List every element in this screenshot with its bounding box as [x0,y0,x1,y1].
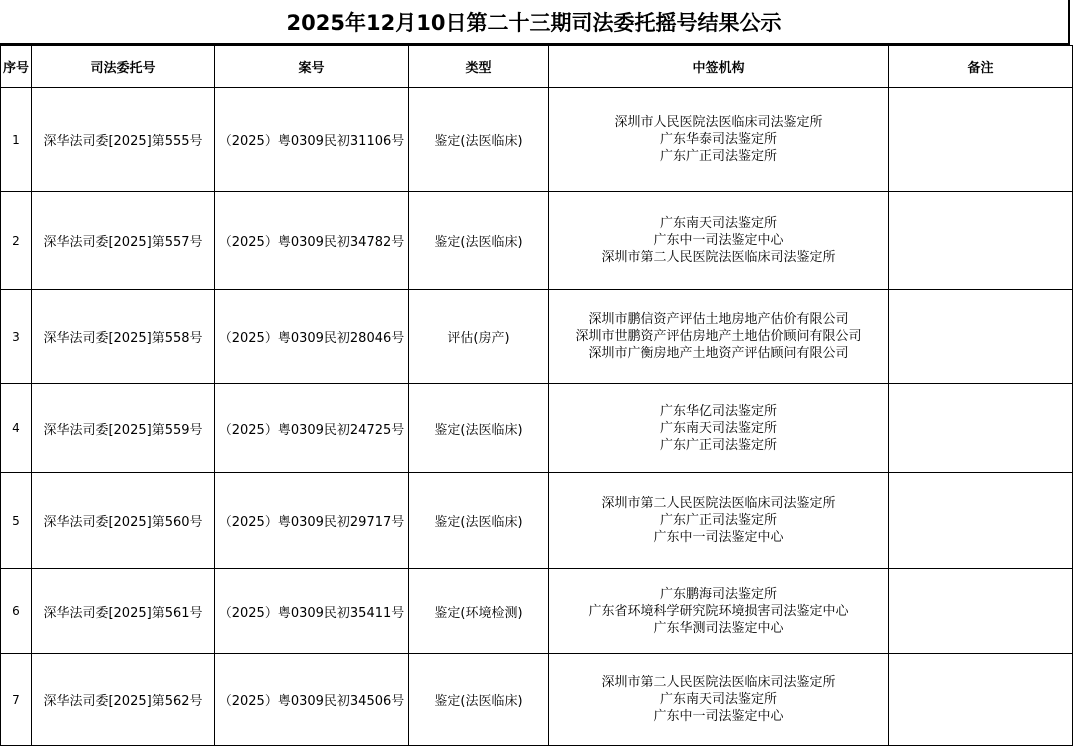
institution-name: 广东南天司法鉴定所 [659,692,777,707]
cell-case-no[interactable]: （2025）粤0309民初24725号 [215,384,409,473]
institution-name: 广东华泰司法鉴定所 [659,132,777,147]
cell-remark[interactable] [889,290,1073,384]
cell-type[interactable]: 鉴定(法医临床) [409,88,549,192]
cell-seq[interactable]: 6 [1,569,32,654]
cell-case-no[interactable]: （2025）粤0309民初31106号 [215,88,409,192]
cell-remark[interactable] [889,473,1073,569]
cell-entrust-no[interactable]: 深华法司委[2025]第555号 [32,88,215,192]
table-row [1,473,1073,569]
result-table [0,45,1073,746]
cell-case-no[interactable]: （2025）粤0309民初29717号 [215,473,409,569]
cell-institution[interactable] [549,384,889,473]
header-row [1,46,1073,88]
institution-name: 深圳市鹏信资产评估土地房地产估价有限公司 [588,312,849,327]
cell-remark[interactable] [889,192,1073,290]
cell-seq[interactable]: 4 [1,384,32,473]
cell-case-no[interactable]: （2025）粤0309民初35411号 [215,569,409,654]
header-case-no[interactable]: 案号 [215,46,409,88]
institution-name: 深圳市世鹏资产评估房地产土地估价顾问有限公司 [575,329,862,344]
table-row [1,290,1073,384]
cell-seq[interactable]: 1 [1,88,32,192]
cell-entrust-no[interactable]: 深华法司委[2025]第557号 [32,192,215,290]
cell-case-no[interactable]: （2025）粤0309民初28046号 [215,290,409,384]
cell-type[interactable]: 鉴定(环境检测) [409,569,549,654]
header-entrust-no[interactable]: 司法委托号 [32,46,215,88]
cell-institution[interactable] [549,290,889,384]
cell-seq[interactable]: 5 [1,473,32,569]
cell-remark[interactable] [889,654,1073,746]
institution-name: 深圳市第二人民医院法医临床司法鉴定所 [601,496,836,511]
header-seq[interactable]: 序号 [1,46,32,88]
cell-type[interactable]: 鉴定(法医临床) [409,384,549,473]
cell-institution[interactable] [549,654,889,746]
header-institution[interactable]: 中签机构 [549,46,889,88]
institution-name: 深圳市人民医院法医临床司法鉴定所 [614,115,823,130]
header-type[interactable]: 类型 [409,46,549,88]
institution-name: 广东华测司法鉴定中心 [653,620,784,636]
cell-case-no[interactable]: （2025）粤0309民初34782号 [215,192,409,290]
cell-entrust-no[interactable]: 深华法司委[2025]第562号 [32,654,215,746]
institution-name: 广东华亿司法鉴定所 [659,403,777,419]
cell-entrust-no[interactable]: 深华法司委[2025]第560号 [32,473,215,569]
institution-name: 广东南天司法鉴定所 [659,216,777,231]
cell-institution[interactable] [549,88,889,192]
cell-seq[interactable]: 3 [1,290,32,384]
cell-seq[interactable]: 7 [1,654,32,746]
table-row [1,569,1073,654]
cell-entrust-no[interactable]: 深华法司委[2025]第559号 [32,384,215,473]
institution-name: 广东南天司法鉴定所 [659,420,777,436]
institution-name: 广东广正司法鉴定所 [659,149,777,164]
cell-type[interactable]: 评估(房产) [409,290,549,384]
cell-institution[interactable] [549,192,889,290]
cell-remark[interactable] [889,569,1073,654]
institution-name: 广东广正司法鉴定所 [659,513,777,528]
table-row [1,384,1073,473]
table-row [1,88,1073,192]
cell-seq[interactable]: 2 [1,192,32,290]
institution-name: 广东广正司法鉴定所 [659,437,777,453]
institution-name: 广东中一司法鉴定中心 [653,530,784,545]
cell-case-no[interactable]: （2025）粤0309民初34506号 [215,654,409,746]
cell-institution[interactable] [549,473,889,569]
table-row [1,192,1073,290]
institution-name: 广东鹏海司法鉴定所 [659,586,777,602]
cell-type[interactable]: 鉴定(法医临床) [409,192,549,290]
institution-name: 深圳市广衡房地产土地资产评估顾问有限公司 [588,346,849,361]
page-title: 2025年12月10日第二十三期司法委托摇号结果公示 [0,0,1070,45]
institution-name: 深圳市第二人民医院法医临床司法鉴定所 [601,675,836,690]
table-row [1,654,1073,746]
institution-name: 广东省环境科学研究院环境损害司法鉴定中心 [588,603,849,619]
cell-type[interactable]: 鉴定(法医临床) [409,473,549,569]
cell-remark[interactable] [889,88,1073,192]
cell-entrust-no[interactable]: 深华法司委[2025]第558号 [32,290,215,384]
cell-remark[interactable] [889,384,1073,473]
cell-entrust-no[interactable]: 深华法司委[2025]第561号 [32,569,215,654]
institution-name: 深圳市第二人民医院法医临床司法鉴定所 [601,250,836,265]
header-remark[interactable]: 备注 [889,46,1073,88]
cell-institution[interactable] [549,569,889,654]
institution-name: 广东中一司法鉴定中心 [653,709,784,724]
cell-type[interactable]: 鉴定(法医临床) [409,654,549,746]
institution-name: 广东中一司法鉴定中心 [653,233,784,248]
